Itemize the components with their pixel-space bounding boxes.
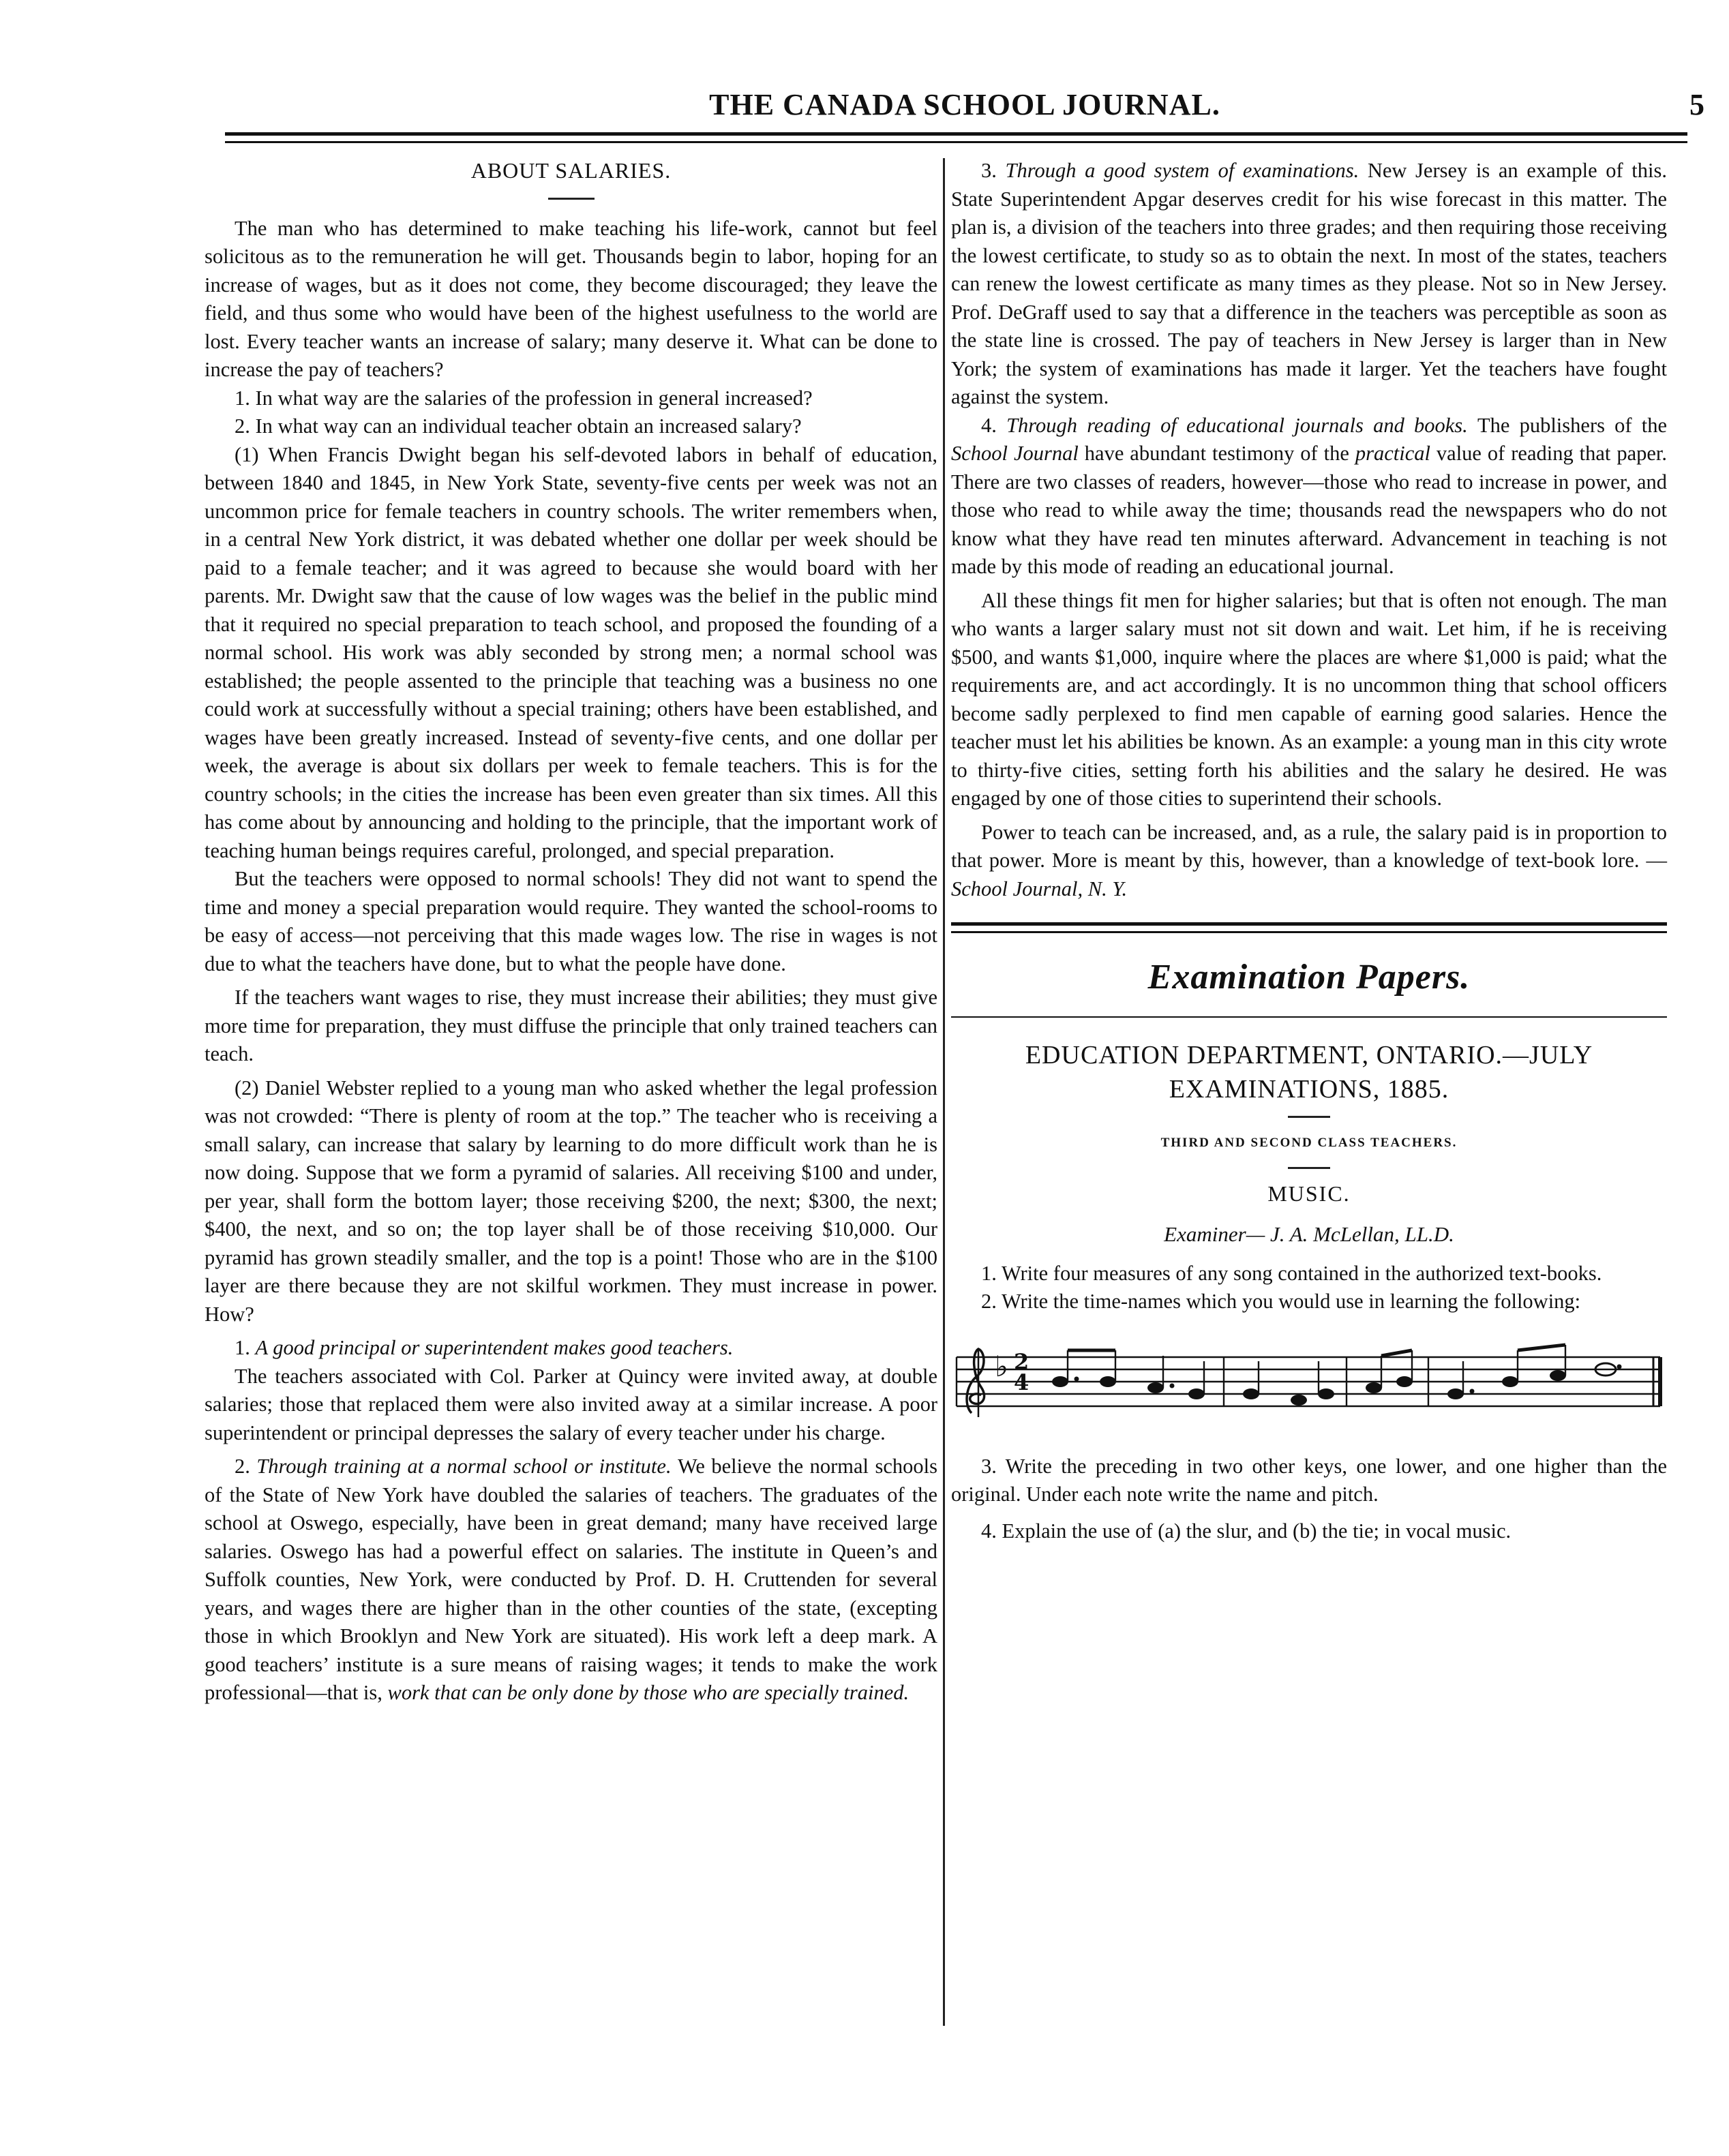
title-dash	[548, 198, 595, 200]
journal-name: School Journal	[951, 442, 1085, 465]
point-number: 2.	[235, 1455, 257, 1478]
examiner-label: Examiner—	[1164, 1222, 1271, 1246]
article-paragraph: (1) When Francis Dwight began his self-devoted labors in behalf of education, between 1840 and 1845, in New York State, seventy-five cents per week was not an uncommon price for female teachers in country schools. The writer remembers when, in a central New York district, it was debated whether one dollar per week should be paid to a female teacher; and it was agreed to because she would board with her parents. Mr. Dwight saw that the cause of low wages was the belief in the public mind that it required no special preparation to teach school, and proposed the founding of a normal school. His work was ably seconded by strong men; a normal school was established; the people assented to the principle that teaching was a business no one could work at successfully without a special training; others have been established, and wages have been greatly increased. Instead of seventy-five cents, and one dollar per week, the average is about six dollars per week to female teachers. This is for the country schools; in the cities the increase has been even greater than six times. All this has come about by announcing and holding to the principle, that the important work of teaching human beings requires careful, prolonged, and special preparation.	[205, 442, 937, 862]
section-rule-thin	[951, 931, 1667, 933]
music-staff-icon	[951, 1337, 1667, 1425]
department-heading: EDUCATION DEPARTMENT, ONTARIO.—JULY EXAMINATIONS, 1885.	[1025, 1041, 1593, 1104]
article-closing	[951, 819, 1667, 904]
point-text: value of reading that paper. There are two classes of readers, however—those who read to increase in power, and those who read to while away the time; thousands read the newspapers who do not know what they have read ten minutes afterward. Advancement in teaching is not made by this mode of reading an educational journal.	[951, 442, 1667, 578]
section-title: Examination Papers.	[1147, 958, 1471, 997]
article-point	[951, 412, 1667, 581]
header-rule	[225, 132, 1687, 136]
article-point	[205, 1453, 937, 1707]
journal-title: THE CANADA SCHOOL JOURNAL.	[709, 88, 1220, 121]
article-paragraph: The man who has determined to make teaching his life-work, cannot but feel solicitous as to the remuneration he will get. Thousands begin to labor, hoping for an increase of wages, but as it does not come, they become discouraged; they leave the field, and thus some who would have been of the highest usefulness to the world are lost. Every teacher wants an increase of salary; many deserve it. What can be done to increase the pay of teachers?	[205, 216, 937, 381]
column-divider	[943, 158, 945, 2026]
point-text: New Jersey is an example of this. State Superintendent Apgar deserves credit for his wise forecast in this matter. The plan is, a division of the teachers into three grades; and then requiring those receiving the lowest certificate, to study so as to obtain the next. In most of the states, teachers can renew the lowest certificate as many times as they please. Not so in New Jersey. Prof. DeGraff used to say that a difference in the teachers was perceptible as soon as the state line is crossed. The pay of teachers in New Jersey is larger than in New York; the system of examinations has made it larger. Yet the teachers have fought against the system.	[951, 159, 1667, 408]
article-question: 1. In what way are the salaries of the profession in general increased?	[235, 386, 813, 410]
point-heading: Through reading of educational journals and books.	[1006, 413, 1477, 437]
left-column	[205, 157, 937, 2052]
point-number: 3.	[981, 159, 1006, 182]
article-paragraph: (2) Daniel Webster replied to a young man who asked whether the legal profession was not crowded: “There is plenty of room at the top.” The teacher who is receiving a small salary, can increase that salary by learning to do more difficult work than he is now doing. Suppose that we form a pyramid of salaries. All receiving $100 and under, per year, shall form the bottom layer; those receiving $200, the next; $300, the next; $400, the next, and so on; the top layer shall be of those receiving $10,000. Our pyramid has grown steadily smaller, and the top is a point! Those who are in the $100 layer are there because they are not skilful workmen. They must increase in power. How?	[205, 1076, 937, 1326]
music-staff-svg	[951, 1337, 1667, 1425]
point-heading: A good principal or superintendent makes good teachers.	[255, 1336, 734, 1359]
closing-text: Power to teach can be increased, and, as a rule, the salary paid is in proportion to that power. More is meant by this, however, than a knowledge of text-book lore. —	[951, 820, 1667, 872]
subtitle-dash	[1288, 1167, 1330, 1169]
heading-dash	[1288, 1116, 1330, 1118]
article-paragraph: All these things fit men for higher salaries; but that is often not enough. The man who wants a larger salary must not sit down and wait. Let him, if he is receiving $500, and wants $1,000, inquire where the places are where $1,000 is paid; what the requirements are, and act accordingly. It is no uncommon thing that school officers become sadly perplexed to find men capable of earning good salaries. Hence the teacher must let his abilities be known. As an example: a young man in this city wrote to thirty-five cities, setting forth his abilities and the salary he desired. He was engaged by one of those cities to superintend their schools.	[951, 588, 1667, 810]
examiner-name: J. A. McLellan, LL.D.	[1270, 1222, 1454, 1246]
running-head	[225, 87, 1704, 128]
article-paragraph: But the teachers were opposed to normal schools! They did not want to spend the time and money a special preparation would require. They wanted the school-rooms to be easy of access—not perceiving that this made wages low. The rise in wages is not due to what the teachers have done, but to what the people have done.	[205, 867, 937, 975]
exam-question: 3. Write the preceding in two other keys, one lower, and one higher than the original. Under each note write the name and pitch.	[951, 1454, 1667, 1506]
right-column	[951, 157, 1667, 2052]
section-rule-under-title	[951, 1016, 1667, 1018]
article-title: ABOUT SALARIES.	[470, 158, 672, 183]
svg-text:4: 4	[1014, 1369, 1029, 1395]
svg-text:♭: ♭	[995, 1349, 1008, 1383]
point-number: 4.	[981, 413, 1007, 437]
examiner-line	[951, 1220, 1667, 1249]
exam-question: 2. Write the time-names which you would use in learning the following:	[981, 1290, 1581, 1313]
point-text: The teachers associated with Col. Parker at Quincy were invited away, at double salaries; those that replaced them were also invited away at a similar increase. A poor superintendent or principal depresses the salary of every teacher under his charge.	[205, 1364, 937, 1444]
point-text: We believe the normal schools of the State of New York have doubled the salaries of teachers. The graduates of the school at Oswego, especially, have been in great demand; many have received large salaries. Oswego has had a powerful effect on salaries. The institute in Queen’s and Suffolk counties, New York, were conducted by Prof. D. H. Cruttenden for several years, and wages there are higher than in the other counties of the state, (excepting those in which Brooklyn and New York are situated). His work left a deep mark. A good teachers’ institute is a sure means of raising wages; it tends to make the work professional—that is,	[205, 1455, 937, 1704]
point-heading: Through a good system of examinations.	[1005, 159, 1368, 182]
point-text-italic: practical	[1355, 442, 1437, 465]
article-point	[951, 157, 1667, 412]
section-rule	[951, 922, 1667, 926]
article-point	[205, 1334, 937, 1363]
header-rule-thin	[225, 141, 1687, 143]
exam-subtitle: THIRD AND SECOND CLASS TEACHERS.	[1160, 1136, 1458, 1150]
article-question: 2. In what way can an individual teacher obtain an increased salary?	[235, 414, 802, 438]
article-paragraph: If the teachers want wages to rise, they must increase their abilities; they must give more time for preparation, they must diffuse the principle that only trained teachers can teach.	[205, 986, 937, 1065]
page-number: 5	[1689, 88, 1704, 121]
exam-question: 1. Write four measures of any song contained in the authorized text-books.	[981, 1261, 1602, 1285]
source-credit: School Journal, N. Y.	[951, 877, 1128, 900]
subject-heading: MUSIC.	[1267, 1181, 1351, 1206]
point-heading: Through training at a normal school or institute.	[256, 1455, 678, 1478]
point-number: 1.	[235, 1336, 256, 1359]
exam-question: 4. Explain the use of (a) the slur, and (b) the tie; in vocal music.	[981, 1519, 1512, 1543]
point-text: The publishers of the	[1477, 413, 1668, 437]
svg-text:2: 2	[1014, 1348, 1029, 1375]
point-text-italic: work that can be only done by those who are specially trained.	[387, 1681, 909, 1704]
point-text: have abundant testimony of the	[1084, 442, 1355, 465]
